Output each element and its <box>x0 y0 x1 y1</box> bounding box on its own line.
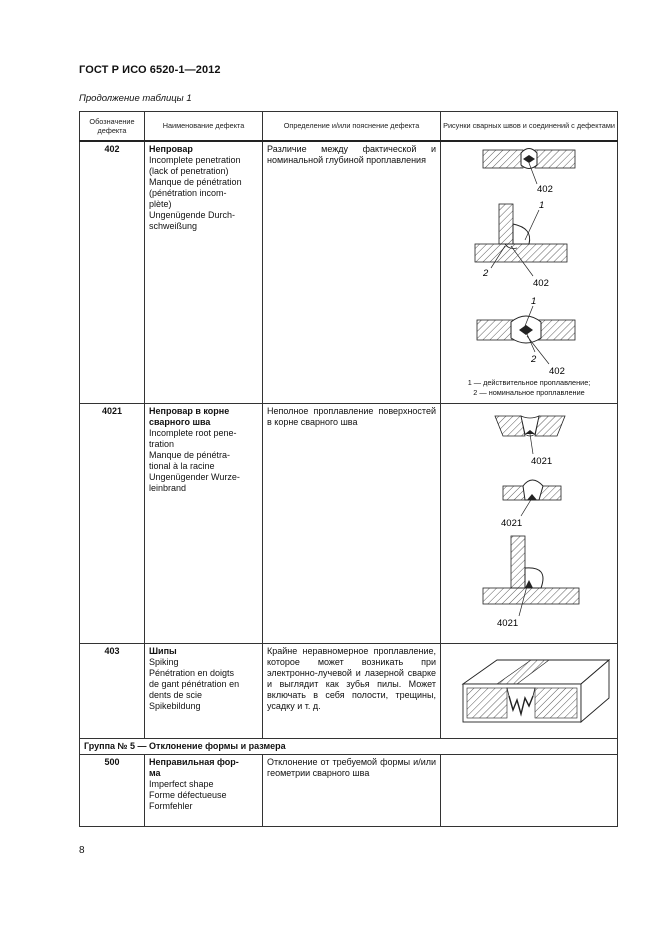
defect-figure-cell <box>441 403 618 643</box>
figure-label: 402 <box>537 184 553 195</box>
defect-name-line: Incomplete penetration <box>149 155 241 165</box>
table-row <box>80 403 618 643</box>
group-title: Группа № 5 — Отклонение формы и размера <box>80 738 618 754</box>
figure-label: 4021 <box>497 617 519 629</box>
defect-definition: Неполное проплавление поверхностей в корне сварного шва <box>263 403 441 643</box>
figure-legend <box>445 378 613 397</box>
column-header-definition: Определение и/или пояснение дефекта <box>263 112 441 142</box>
figure-label: 1 <box>531 296 537 307</box>
defect-definition: Отклонение от требуемой формы и/или геометрии сварного шва <box>263 754 441 826</box>
defect-name-line: tional à la racine <box>149 460 215 471</box>
figure-label: 1 <box>539 200 545 211</box>
column-header-code: Обозначение дефекта <box>80 112 145 142</box>
defect-name <box>145 403 263 643</box>
group-row <box>80 738 618 754</box>
defect-name-line: (lack of penetration) <box>149 166 229 176</box>
table-continuation-caption: Продолжение таблицы 1 <box>79 93 192 104</box>
figure-403-spiking-block <box>463 660 609 722</box>
figure-4021-t-joint <box>483 536 579 629</box>
weld-diagram-403 <box>445 646 622 736</box>
defect-name-line: Imperfect shape <box>149 778 214 789</box>
figure-4021-v-butt <box>495 416 565 467</box>
figure-402-t-joint <box>475 200 567 289</box>
defect-name-line: dents de scie <box>149 689 203 700</box>
defect-name-ru: Шипы <box>149 645 177 656</box>
defect-figure-cell <box>441 141 618 403</box>
figure-402-butt-weld <box>483 149 575 196</box>
defect-name-ru: Непровар в корне <box>149 405 230 416</box>
defect-name-line: (pénétration incom- <box>149 188 227 198</box>
defect-figure-cell <box>441 643 618 738</box>
defect-name-ru: Непровар <box>149 144 193 154</box>
figure-label: 4021 <box>531 455 553 467</box>
table-row <box>80 754 618 826</box>
defect-name <box>145 643 263 738</box>
defect-code: 4021 <box>80 403 145 643</box>
defect-name-line: Forme défectueuse <box>149 789 227 800</box>
defect-name-line: Ungenügende Durch- <box>149 210 236 220</box>
figure-label: 402 <box>533 278 549 289</box>
defect-name-ru: сварного шва <box>149 416 211 427</box>
page-number: 8 <box>79 845 85 856</box>
defect-name-line: schweißung <box>149 221 198 231</box>
defects-table <box>79 111 618 827</box>
defect-name <box>145 141 263 403</box>
defect-name-line: Pénétration en doigts <box>149 667 235 678</box>
defect-name <box>145 754 263 826</box>
column-header-name: Наименование дефекта <box>145 112 263 142</box>
defect-name-line: Ungenügender Wurze- <box>149 471 240 482</box>
figure-402-double-weld <box>477 296 575 377</box>
legend-line: 1 — действительное проплавление; <box>467 378 591 387</box>
figure-4021-fillet-butt <box>501 480 561 529</box>
defect-definition: Крайне неравномерное проплавление, которое может возникать при электронно-лучевой и лазерной сварке и выглядит как зубья пилы. Может включать в себя полости, трещины, усадку и т. д. <box>263 643 441 738</box>
defect-name-line: Spikebildung <box>149 700 201 711</box>
defect-name-ru: ма <box>149 767 161 778</box>
table-row <box>80 141 618 403</box>
defect-name-line: plète) <box>149 199 172 209</box>
defect-definition: Различие между фактической и номинальной глубиной проплавления <box>263 141 441 403</box>
figure-label: 2 <box>483 268 489 279</box>
defect-name-line: tration <box>149 438 175 449</box>
defect-figure-cell <box>441 754 618 826</box>
column-header-figures: Рисунки сварных швов и соединений с дефектами <box>441 112 618 142</box>
figure-label: 4021 <box>501 517 523 529</box>
defect-name-ru: Неправильная фор- <box>149 756 239 767</box>
defect-code: 402 <box>80 141 145 403</box>
defect-name-line: leinbrand <box>149 482 187 493</box>
defect-name-line: Manque de pénétration <box>149 177 242 187</box>
defect-code: 403 <box>80 643 145 738</box>
table-header-row <box>80 112 618 142</box>
weld-diagram-402 <box>445 144 622 378</box>
figure-label: 402 <box>549 366 565 377</box>
table-row <box>80 643 618 738</box>
document-header: ГОСТ Р ИСО 6520-1—2012 <box>79 64 221 76</box>
defect-code: 500 <box>80 754 145 826</box>
defect-name-line: Incomplete root pene- <box>149 427 237 438</box>
defect-name-line: Formfehler <box>149 800 193 811</box>
defect-name-line: Manque de pénétra- <box>149 449 231 460</box>
legend-line: 2 — номинальное проплавление <box>473 387 585 397</box>
defect-name-line: Spiking <box>149 656 179 667</box>
defect-name-line: de gant pénétration en <box>149 678 240 689</box>
figure-label: 2 <box>531 354 537 365</box>
weld-diagram-4021 <box>445 406 622 638</box>
